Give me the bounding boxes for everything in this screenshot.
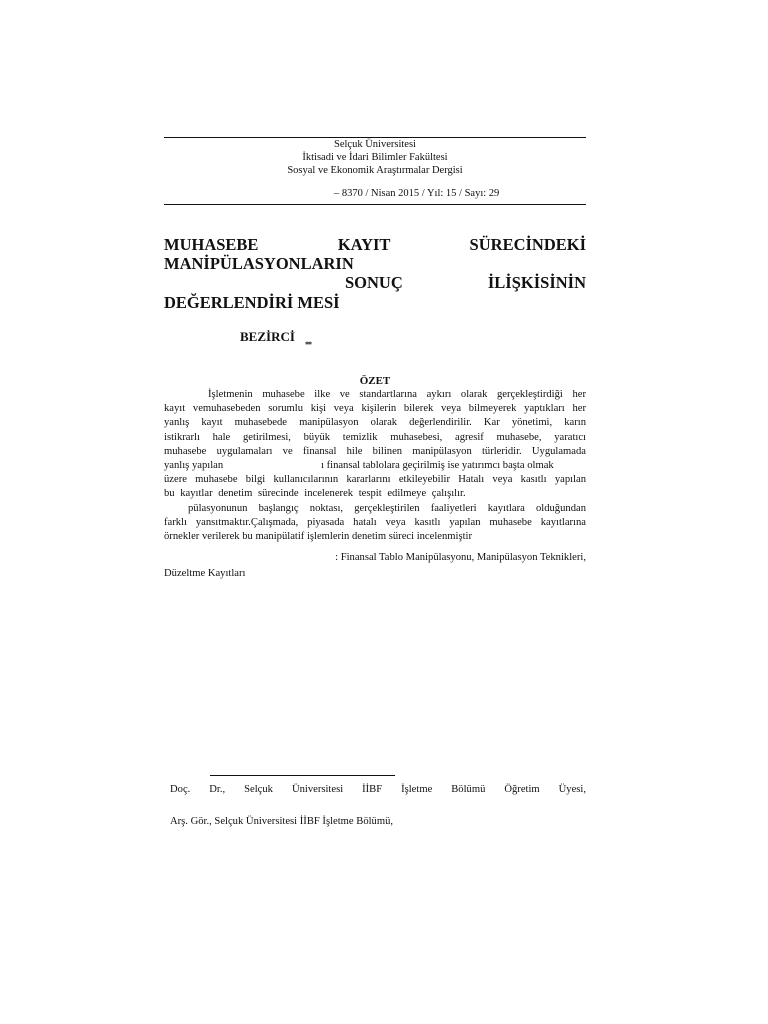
abstract-heading: ÖZET [359, 375, 391, 387]
title-line-3a: SONUÇ [345, 273, 403, 292]
abstract-line: yanlış kayıt muhasebede manipülasyon olarak değerlendirilir. Kar yönetimi, karın [164, 417, 586, 429]
abstract-line: İşletmenin muhasebe ilke ve standartlarına aykırı olarak gerçekleştirdiği her [208, 389, 586, 400]
title-line-4: DEĞERLENDİRİ MESİ [164, 293, 340, 312]
abstract-line: pülasyonunun başlangıç noktası, gerçekleştirilen faaliyetleri kayıtlara olduğundan [188, 502, 586, 514]
abstract-line: bu kayıtlar denetim sürecinde incelenerek tespit edilmeye çalışılır. [164, 488, 466, 500]
abstract-line: örnekler verilerek bu manipülatif işlemlerin denetim süreci incelenmiştir [164, 531, 472, 543]
header-issue: – 8370 / Nisan 2015 / Yıl: 15 / Sayı: 29 [334, 188, 500, 199]
footnote-2: Arş. Gör., Selçuk Üniversitesi İİBF İşletme Bölümü, [170, 816, 394, 827]
keywords-line-1: : Finansal Tablo Manipülasyonu, Manipülasyon Teknikleri, [335, 552, 586, 563]
keywords-line-2: Düzeltme Kayıtları [164, 568, 246, 579]
title-line-2: MANİPÜLASYONLARIN [164, 254, 354, 273]
header-bottom-rule [164, 204, 586, 205]
footnote-1: Doç. Dr., Selçuk Üniversitesi İİBF İşletme Bölümü Öğretim Üyesi, [170, 784, 586, 795]
title-line-3b: İLİŞKİSİNİN [487, 273, 586, 292]
author-footnote-marker: ** [305, 340, 311, 349]
abstract-line: muhasebe uygulamaları ve finansal hile bilinen manipülasyon türleridir. Uygulamada [164, 445, 586, 457]
abstract-line-split [164, 459, 586, 473]
abstract-line: ı finansal tablolara geçirilmiş ise yatırımcı başta olmak [321, 460, 554, 472]
header-university: Selçuk Üniversitesi [334, 139, 416, 150]
abstract-line: yanlış yapılan [164, 460, 224, 472]
abstract-line: üzere muhasebe bilgi kullanıcılarının kararlarını etkileyebilir Hatalı veya kasıtlı yapılan [164, 474, 586, 486]
abstract-line: istikrarlı hale getirilmesi, büyük temizlik muhasebesi, agresif muhasebe, yaratıcı [164, 431, 586, 443]
abstract-line: kayıt vemuhasebeden sorumlu kişi veya kişilerin bilerek veya bilmeyerek yaptıkları her [164, 403, 586, 415]
author-name: BEZİRCİ [240, 329, 295, 344]
abstract-line: farklı yansıtmaktır.Çalışmada, piyasada hatalı veya kasıtlı yapılan muhasebe kayıtlarına [164, 516, 586, 528]
header-journal: Sosyal ve Ekonomik Araştırmalar Dergisi [287, 165, 463, 176]
footnote-rule [210, 775, 395, 776]
header-faculty: İktisadi ve İdari Bilimler Fakültesi [302, 152, 448, 163]
abstract-paragraph [164, 388, 586, 544]
title-line-1: MUHASEBE KAYIT SÜRECİNDEKİ [164, 235, 586, 254]
